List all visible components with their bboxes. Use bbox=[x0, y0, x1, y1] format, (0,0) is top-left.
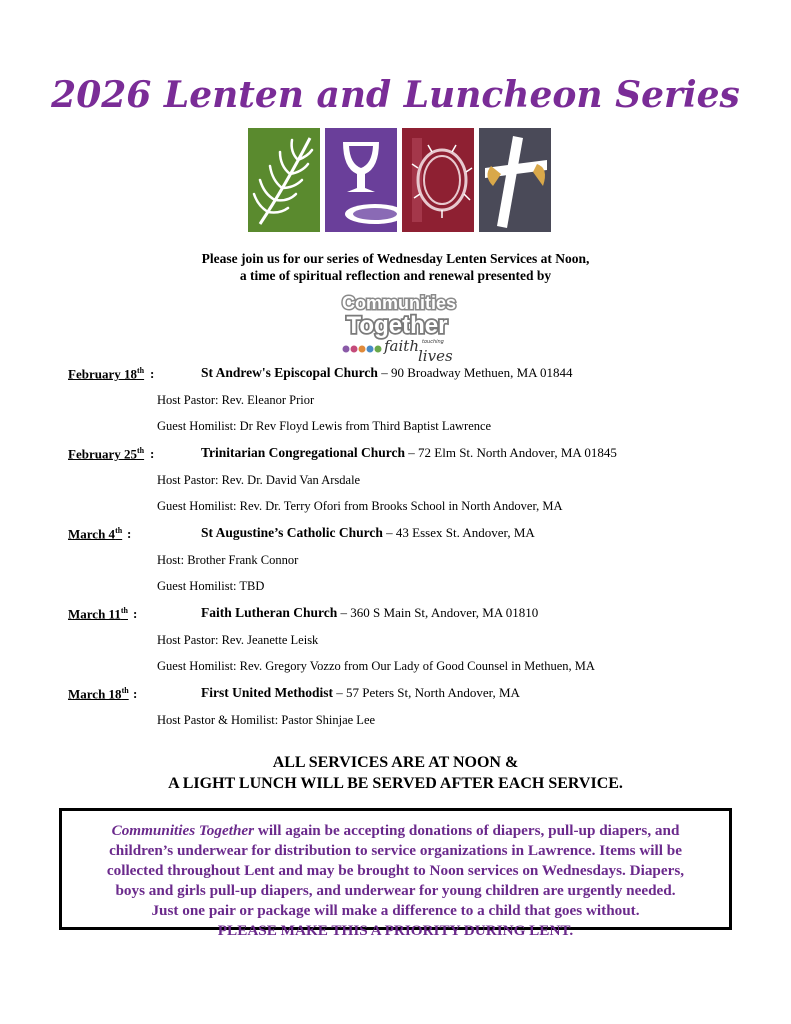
donation-line-4: boys and girls pull-up diapers, and underwear for young children are urgently needed. bbox=[115, 882, 676, 899]
logo-dots bbox=[343, 346, 382, 353]
service-church bbox=[201, 605, 538, 621]
service-detail: Guest Homilist: Dr Rev Floyd Lewis from Third Baptist Lawrence bbox=[157, 419, 492, 433]
service-date: March 11th bbox=[68, 606, 128, 622]
church-name: St Augustine’s Catholic Church bbox=[201, 525, 383, 540]
palm-icon bbox=[248, 128, 320, 232]
service-church bbox=[201, 685, 520, 701]
donation-line-5: Just one pair or package will make a difference to a child that goes without. bbox=[151, 902, 640, 919]
church-name: First United Methodist bbox=[201, 685, 333, 700]
service-date: March 18th bbox=[68, 686, 129, 702]
date-colon: : bbox=[133, 686, 138, 701]
service-date: February 18th bbox=[68, 366, 145, 382]
service-church bbox=[201, 445, 617, 461]
donation-box bbox=[59, 808, 732, 939]
communities-together-logo bbox=[334, 289, 464, 363]
service-church bbox=[201, 525, 535, 541]
intro-line-2: a time of spiritual reflection and renewal presented by bbox=[239, 268, 552, 283]
service-detail: Guest Homilist: Rev. Dr. Terry Ofori from Brooks School in North Andover, MA bbox=[157, 499, 563, 513]
service-detail: Guest Homilist: Rev. Gregory Vozzo from Our Lady of Good Counsel in Methuen, MA bbox=[157, 659, 595, 673]
logo-line-4: touching bbox=[422, 339, 444, 345]
donation-org-name: Communities Together bbox=[111, 822, 255, 839]
church-address: – 57 Peters St, North Andover, MA bbox=[333, 685, 520, 700]
donation-line-2: children’s underwear for distribution to service organizations in Lawrence. Items will be bbox=[109, 842, 682, 859]
date-colon: : bbox=[133, 606, 138, 621]
intro-line-1: Please join us for our series of Wednesday Lenten Services at Noon, bbox=[201, 251, 590, 266]
service-detail: Host Pastor: Rev. Jeanette Leisk bbox=[157, 633, 319, 647]
service-detail: Host Pastor: Rev. Eleanor Prior bbox=[157, 393, 315, 407]
cross-icon bbox=[479, 128, 551, 232]
date-colon: : bbox=[150, 446, 155, 461]
service-church bbox=[201, 365, 573, 381]
donation-text bbox=[62, 821, 729, 941]
church-address: – 360 S Main St, Andover, MA 01810 bbox=[337, 605, 539, 620]
service-detail: Host Pastor & Homilist: Pastor Shinjae Lee bbox=[157, 713, 376, 727]
church-name: Trinitarian Congregational Church bbox=[201, 445, 406, 460]
service-detail: Host Pastor: Rev. Dr. David Van Arsdale bbox=[157, 473, 361, 487]
church-address: – 90 Broadway Methuen, MA 01844 bbox=[377, 365, 573, 380]
logo-line-5: lives bbox=[418, 347, 453, 363]
donation-line-3: collected throughout Lent and may be brought to Noon services on Wednesdays. Diapers, bbox=[106, 862, 685, 879]
donation-line-6: PLEASE MAKE THIS A PRIORITY DURING LENT. bbox=[217, 922, 574, 939]
church-name: St Andrew's Episcopal Church bbox=[201, 365, 378, 380]
logo-line-1: Communities bbox=[341, 293, 457, 313]
church-name: Faith Lutheran Church bbox=[201, 605, 338, 620]
page-title: 2026 Lenten and Luncheon Series bbox=[51, 74, 740, 116]
date-colon: : bbox=[127, 526, 132, 541]
logo-line-2: Together bbox=[346, 312, 448, 339]
donation-line-1: will again be accepting donations of diapers, pull-up diapers, and bbox=[254, 822, 680, 839]
notice-line-1: ALL SERVICES ARE AT NOON & bbox=[272, 754, 519, 771]
notice-line-2: A LIGHT LUNCH WILL BE SERVED AFTER EACH SERVICE. bbox=[168, 775, 623, 792]
service-detail: Guest Homilist: TBD bbox=[157, 579, 265, 593]
church-address: – 72 Elm St. North Andover, MA 01845 bbox=[405, 445, 617, 460]
logo-line-3: faith bbox=[384, 337, 419, 355]
chalice-icon bbox=[325, 128, 397, 232]
crown-of-thorns-icon bbox=[402, 128, 474, 232]
noon-notice bbox=[0, 752, 791, 794]
intro-text bbox=[0, 250, 791, 284]
service-date: February 25th bbox=[68, 446, 145, 462]
service-detail: Host: Brother Frank Connor bbox=[157, 553, 299, 567]
date-colon: : bbox=[150, 366, 155, 381]
service-date: March 4th bbox=[68, 526, 123, 542]
church-address: – 43 Essex St. Andover, MA bbox=[382, 525, 535, 540]
lenten-icons bbox=[248, 128, 550, 232]
